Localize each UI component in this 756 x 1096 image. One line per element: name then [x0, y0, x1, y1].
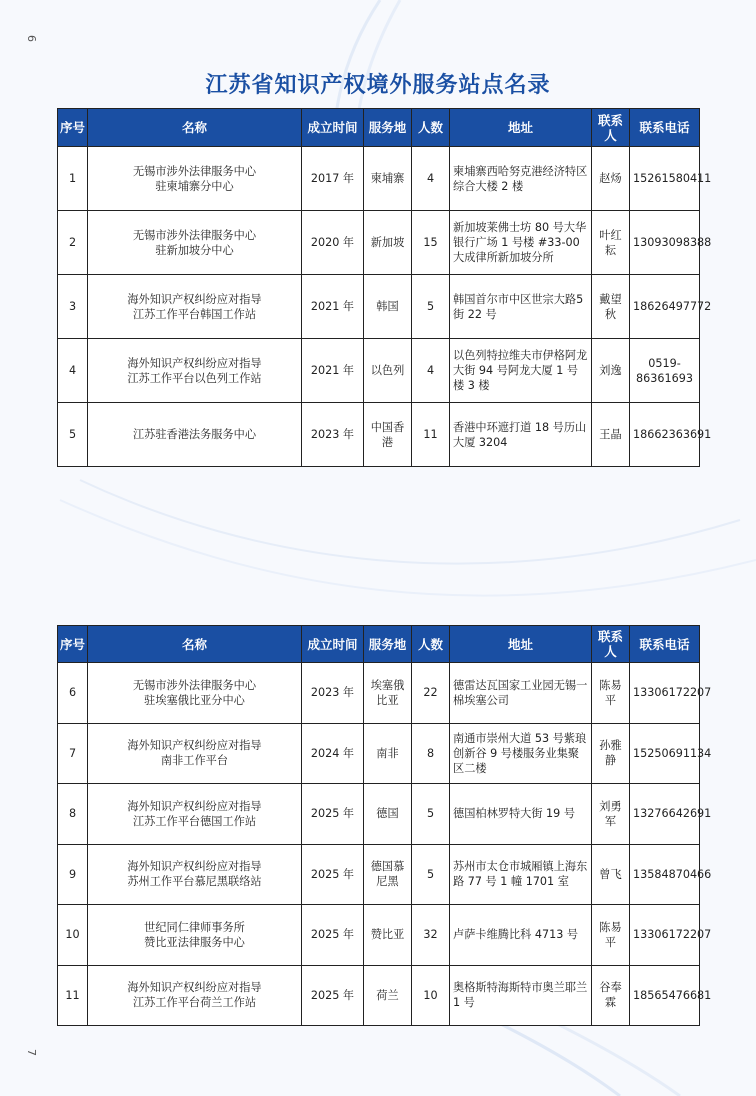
- cell-contact: 刘逸: [592, 339, 630, 403]
- page-number-bottom: 7: [25, 1049, 38, 1056]
- cell-contact: 戴望秋: [592, 275, 630, 339]
- table-row: [58, 965, 700, 1026]
- cell-service-location: 埃塞俄比亚: [364, 663, 412, 724]
- header-established: 成立时间: [302, 626, 364, 663]
- table-row: [58, 147, 700, 211]
- header-name: 名称: [88, 109, 302, 147]
- table-row: [58, 905, 700, 966]
- cell-phone: 13306172207: [630, 905, 700, 966]
- cell-name: 海外知识产权纠纷应对指导 南非工作平台: [88, 723, 302, 784]
- cell-no: 1: [58, 147, 88, 211]
- table-header-row: [58, 626, 700, 663]
- cell-contact: 孙雅静: [592, 723, 630, 784]
- cell-phone: 18626497772: [630, 275, 700, 339]
- cell-phone: 15261580411: [630, 147, 700, 211]
- cell-name: 无锡市涉外法律服务中心 驻新加坡分中心: [88, 211, 302, 275]
- cell-contact: 陈易平: [592, 905, 630, 966]
- cell-phone: 0519-86361693: [630, 339, 700, 403]
- cell-address: 新加坡莱佛士坊 80 号大华银行广场 1 号楼 #33-00 大成律所新加坡分所: [450, 211, 592, 275]
- cell-phone: 18662363691: [630, 403, 700, 467]
- cell-established: 2025 年: [302, 965, 364, 1026]
- cell-staff-count: 15: [412, 211, 450, 275]
- cell-address: 奥格斯特海斯特市奥兰耶兰 1 号: [450, 965, 592, 1026]
- cell-name: 海外知识产权纠纷应对指导 江苏工作平台韩国工作站: [88, 275, 302, 339]
- cell-service-location: 南非: [364, 723, 412, 784]
- cell-service-location: 柬埔寨: [364, 147, 412, 211]
- cell-service-location: 新加坡: [364, 211, 412, 275]
- cell-staff-count: 8: [412, 723, 450, 784]
- cell-no: 9: [58, 844, 88, 905]
- cell-service-location: 韩国: [364, 275, 412, 339]
- cell-name: 海外知识产权纠纷应对指导 江苏工作平台荷兰工作站: [88, 965, 302, 1026]
- header-name: 名称: [88, 626, 302, 663]
- cell-no: 11: [58, 965, 88, 1026]
- stations-table-2: [57, 625, 712, 1026]
- cell-staff-count: 4: [412, 339, 450, 403]
- table-row: [58, 211, 700, 275]
- table-row: [58, 403, 700, 467]
- cell-no: 6: [58, 663, 88, 724]
- cell-established: 2021 年: [302, 339, 364, 403]
- table-header-row: [58, 109, 700, 147]
- header-staff-count: 人数: [412, 109, 450, 147]
- header-no: 序号: [58, 109, 88, 147]
- cell-no: 8: [58, 784, 88, 845]
- cell-address: 香港中环遮打道 18 号历山大厦 3204: [450, 403, 592, 467]
- cell-staff-count: 11: [412, 403, 450, 467]
- cell-staff-count: 4: [412, 147, 450, 211]
- table-row: [58, 339, 700, 403]
- cell-no: 3: [58, 275, 88, 339]
- table-row: [58, 723, 700, 784]
- cell-address: 柬埔寨西哈努克港经济特区综合大楼 2 楼: [450, 147, 592, 211]
- cell-staff-count: 5: [412, 275, 450, 339]
- header-phone: 联系电话: [630, 626, 700, 663]
- cell-established: 2021 年: [302, 275, 364, 339]
- cell-address: 德国柏林罗特大街 19 号: [450, 784, 592, 845]
- cell-staff-count: 10: [412, 965, 450, 1026]
- cell-staff-count: 5: [412, 784, 450, 845]
- cell-phone: 13584870466: [630, 844, 700, 905]
- cell-contact: 刘勇军: [592, 784, 630, 845]
- cell-address: 卢萨卡维腾比科 4713 号: [450, 905, 592, 966]
- table-row: [58, 275, 700, 339]
- page-title: 江苏省知识产权境外服务站点名录: [205, 73, 551, 98]
- cell-established: 2017 年: [302, 147, 364, 211]
- cell-contact: 赵炀: [592, 147, 630, 211]
- header-contact: 联系人: [592, 626, 630, 663]
- cell-no: 5: [58, 403, 88, 467]
- cell-name: 海外知识产权纠纷应对指导 苏州工作平台慕尼黑联络站: [88, 844, 302, 905]
- cell-address: 以色列特拉维夫市伊格阿龙大街 94 号阿龙大厦 1 号楼 3 楼: [450, 339, 592, 403]
- cell-service-location: 荷兰: [364, 965, 412, 1026]
- cell-contact: 王晶: [592, 403, 630, 467]
- cell-phone: 13093098388: [630, 211, 700, 275]
- cell-established: 2023 年: [302, 403, 364, 467]
- header-address: 地址: [450, 109, 592, 147]
- cell-name: 江苏驻香港法务服务中心: [88, 403, 302, 467]
- cell-service-location: 以色列: [364, 339, 412, 403]
- header-address: 地址: [450, 626, 592, 663]
- cell-phone: 15250691134: [630, 723, 700, 784]
- cell-staff-count: 5: [412, 844, 450, 905]
- cell-contact: 叶红耘: [592, 211, 630, 275]
- cell-no: 4: [58, 339, 88, 403]
- cell-contact: 陈易平: [592, 663, 630, 724]
- header-staff-count: 人数: [412, 626, 450, 663]
- table-row: [58, 663, 700, 724]
- cell-name: 海外知识产权纠纷应对指导 江苏工作平台德国工作站: [88, 784, 302, 845]
- cell-name: 海外知识产权纠纷应对指导 江苏工作平台以色列工作站: [88, 339, 302, 403]
- cell-address: 苏州市太仓市城厢镇上海东路 77 号 1 幢 1701 室: [450, 844, 592, 905]
- cell-phone: 13306172207: [630, 663, 700, 724]
- cell-name: 无锡市涉外法律服务中心 驻柬埔寨分中心: [88, 147, 302, 211]
- cell-address: 南通市崇州大道 53 号紫琅创新谷 9 号楼服务业集聚区二楼: [450, 723, 592, 784]
- cell-name: 无锡市涉外法律服务中心 驻埃塞俄比亚分中心: [88, 663, 302, 724]
- cell-service-location: 中国香港: [364, 403, 412, 467]
- header-service-location: 服务地: [364, 626, 412, 663]
- stations-table-1: [57, 108, 712, 467]
- cell-established: 2025 年: [302, 784, 364, 845]
- cell-established: 2025 年: [302, 844, 364, 905]
- cell-phone: 18565476681: [630, 965, 700, 1026]
- header-phone: 联系电话: [630, 109, 700, 147]
- cell-no: 10: [58, 905, 88, 966]
- cell-phone: 13276642691: [630, 784, 700, 845]
- cell-address: 韩国首尔市中区世宗大路5 街 22 号: [450, 275, 592, 339]
- cell-established: 2024 年: [302, 723, 364, 784]
- cell-no: 7: [58, 723, 88, 784]
- header-service-location: 服务地: [364, 109, 412, 147]
- cell-contact: 谷奉霖: [592, 965, 630, 1026]
- table-row: [58, 784, 700, 845]
- cell-staff-count: 32: [412, 905, 450, 966]
- cell-established: 2023 年: [302, 663, 364, 724]
- header-contact: 联系人: [592, 109, 630, 147]
- cell-service-location: 德国: [364, 784, 412, 845]
- header-established: 成立时间: [302, 109, 364, 147]
- cell-service-location: 德国慕尼黑: [364, 844, 412, 905]
- cell-established: 2020 年: [302, 211, 364, 275]
- cell-name: 世纪同仁律师事务所 赞比亚法律服务中心: [88, 905, 302, 966]
- page-number-top: 6: [25, 35, 38, 42]
- header-no: 序号: [58, 626, 88, 663]
- cell-address: 德雷达瓦国家工业园无锡一棉埃塞公司: [450, 663, 592, 724]
- cell-staff-count: 22: [412, 663, 450, 724]
- cell-no: 2: [58, 211, 88, 275]
- cell-service-location: 赞比亚: [364, 905, 412, 966]
- table-row: [58, 844, 700, 905]
- cell-established: 2025 年: [302, 905, 364, 966]
- cell-contact: 曾飞: [592, 844, 630, 905]
